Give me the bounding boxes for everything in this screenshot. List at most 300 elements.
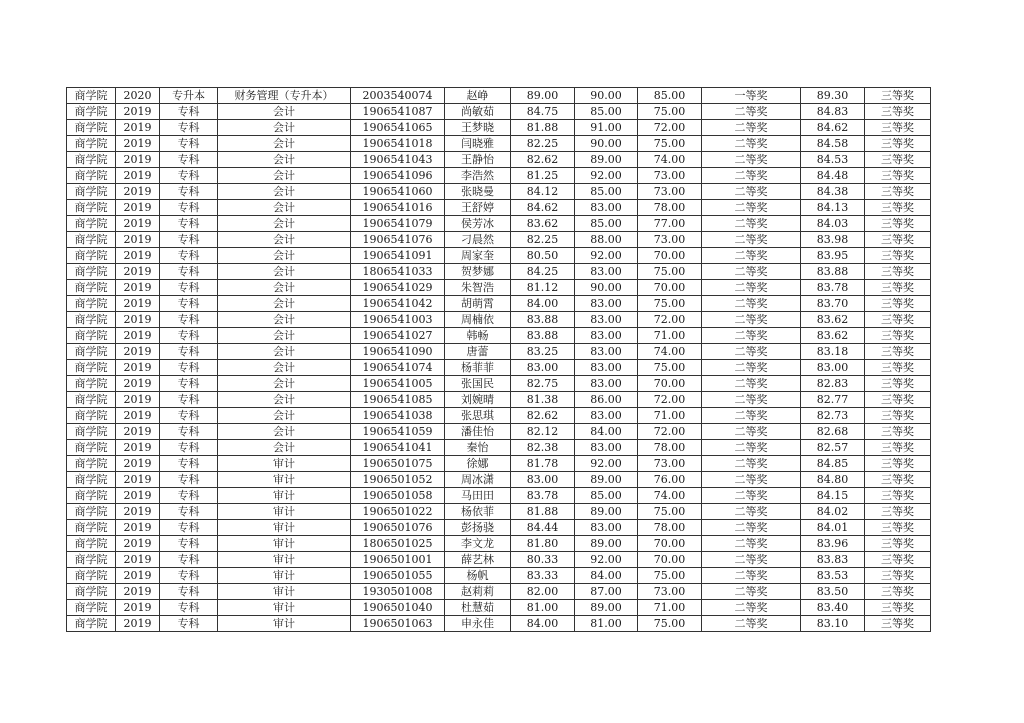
- major-cell: 会计: [218, 440, 351, 456]
- award-1-cell: 二等奖: [702, 136, 801, 152]
- college-cell: 商学院: [67, 616, 116, 632]
- score-2-cell: 89.00: [575, 152, 638, 168]
- award-2-cell: 三等奖: [865, 504, 931, 520]
- score-3-cell: 71.00: [638, 328, 702, 344]
- name-cell: 胡萌霄: [445, 296, 511, 312]
- score-3-cell: 71.00: [638, 408, 702, 424]
- college-cell: 商学院: [67, 376, 116, 392]
- level-cell: 专科: [160, 376, 218, 392]
- award-2-cell: 三等奖: [865, 552, 931, 568]
- level-cell: 专科: [160, 312, 218, 328]
- score-1-cell: 83.25: [511, 344, 575, 360]
- college-cell: 商学院: [67, 456, 116, 472]
- award-1-cell: 二等奖: [702, 568, 801, 584]
- total-score-cell: 84.15: [801, 488, 865, 504]
- score-1-cell: 82.25: [511, 232, 575, 248]
- score-3-cell: 75.00: [638, 616, 702, 632]
- table-row: [67, 472, 931, 488]
- table-row: [67, 584, 931, 600]
- student-id-cell: 1906541091: [351, 248, 445, 264]
- table-row: [67, 120, 931, 136]
- level-cell: 专科: [160, 488, 218, 504]
- level-cell: 专科: [160, 616, 218, 632]
- college-cell: 商学院: [67, 488, 116, 504]
- college-cell: 商学院: [67, 184, 116, 200]
- total-score-cell: 84.01: [801, 520, 865, 536]
- year-cell: 2019: [116, 472, 160, 488]
- level-cell: 专科: [160, 296, 218, 312]
- college-cell: 商学院: [67, 88, 116, 104]
- score-2-cell: 92.00: [575, 456, 638, 472]
- year-cell: 2019: [116, 344, 160, 360]
- award-2-cell: 三等奖: [865, 296, 931, 312]
- score-1-cell: 83.00: [511, 472, 575, 488]
- level-cell: 专升本: [160, 88, 218, 104]
- level-cell: 专科: [160, 200, 218, 216]
- major-cell: 会计: [218, 200, 351, 216]
- award-1-cell: 二等奖: [702, 376, 801, 392]
- table-row: [67, 104, 931, 120]
- name-cell: 王静怡: [445, 152, 511, 168]
- total-score-cell: 82.77: [801, 392, 865, 408]
- award-1-cell: 二等奖: [702, 104, 801, 120]
- student-id-cell: 2003540074: [351, 88, 445, 104]
- total-score-cell: 83.95: [801, 248, 865, 264]
- college-cell: 商学院: [67, 168, 116, 184]
- award-1-cell: 二等奖: [702, 440, 801, 456]
- score-3-cell: 75.00: [638, 504, 702, 520]
- year-cell: 2019: [116, 616, 160, 632]
- college-cell: 商学院: [67, 408, 116, 424]
- award-1-cell: 二等奖: [702, 184, 801, 200]
- award-1-cell: 二等奖: [702, 504, 801, 520]
- table-row: [67, 232, 931, 248]
- student-id-cell: 1930501008: [351, 584, 445, 600]
- level-cell: 专科: [160, 232, 218, 248]
- name-cell: 侯芳冰: [445, 216, 511, 232]
- score-3-cell: 73.00: [638, 168, 702, 184]
- table-row: [67, 600, 931, 616]
- award-2-cell: 三等奖: [865, 312, 931, 328]
- year-cell: 2019: [116, 120, 160, 136]
- award-2-cell: 三等奖: [865, 184, 931, 200]
- student-id-cell: 1906541096: [351, 168, 445, 184]
- year-cell: 2019: [116, 280, 160, 296]
- score-2-cell: 83.00: [575, 440, 638, 456]
- major-cell: 审计: [218, 568, 351, 584]
- major-cell: 审计: [218, 488, 351, 504]
- award-1-cell: 二等奖: [702, 488, 801, 504]
- student-id-cell: 1906541038: [351, 408, 445, 424]
- college-cell: 商学院: [67, 536, 116, 552]
- total-score-cell: 83.70: [801, 296, 865, 312]
- year-cell: 2019: [116, 296, 160, 312]
- student-id-cell: 1906501055: [351, 568, 445, 584]
- award-1-cell: 二等奖: [702, 520, 801, 536]
- major-cell: 会计: [218, 264, 351, 280]
- award-1-cell: 二等奖: [702, 360, 801, 376]
- major-cell: 会计: [218, 168, 351, 184]
- table-row: [67, 456, 931, 472]
- name-cell: 彭扬骁: [445, 520, 511, 536]
- score-2-cell: 90.00: [575, 280, 638, 296]
- score-3-cell: 73.00: [638, 184, 702, 200]
- major-cell: 会计: [218, 296, 351, 312]
- score-2-cell: 89.00: [575, 536, 638, 552]
- score-1-cell: 80.33: [511, 552, 575, 568]
- table-row: [67, 392, 931, 408]
- table-row: [67, 280, 931, 296]
- level-cell: 专科: [160, 104, 218, 120]
- level-cell: 专科: [160, 600, 218, 616]
- award-2-cell: 三等奖: [865, 264, 931, 280]
- score-1-cell: 81.88: [511, 120, 575, 136]
- award-1-cell: 二等奖: [702, 296, 801, 312]
- college-cell: 商学院: [67, 568, 116, 584]
- level-cell: 专科: [160, 344, 218, 360]
- name-cell: 周楠依: [445, 312, 511, 328]
- score-2-cell: 83.00: [575, 264, 638, 280]
- award-1-cell: 二等奖: [702, 456, 801, 472]
- award-1-cell: 二等奖: [702, 472, 801, 488]
- award-2-cell: 三等奖: [865, 120, 931, 136]
- award-2-cell: 三等奖: [865, 328, 931, 344]
- award-1-cell: 二等奖: [702, 312, 801, 328]
- year-cell: 2019: [116, 424, 160, 440]
- name-cell: 周冰潇: [445, 472, 511, 488]
- year-cell: 2019: [116, 104, 160, 120]
- student-id-cell: 1906541043: [351, 152, 445, 168]
- score-2-cell: 83.00: [575, 200, 638, 216]
- award-1-cell: 二等奖: [702, 600, 801, 616]
- score-1-cell: 84.62: [511, 200, 575, 216]
- level-cell: 专科: [160, 216, 218, 232]
- level-cell: 专科: [160, 360, 218, 376]
- name-cell: 刁晨然: [445, 232, 511, 248]
- score-2-cell: 90.00: [575, 88, 638, 104]
- year-cell: 2019: [116, 248, 160, 264]
- award-2-cell: 三等奖: [865, 440, 931, 456]
- score-1-cell: 84.12: [511, 184, 575, 200]
- name-cell: 杜慧茹: [445, 600, 511, 616]
- score-3-cell: 72.00: [638, 424, 702, 440]
- major-cell: 审计: [218, 456, 351, 472]
- score-1-cell: 84.44: [511, 520, 575, 536]
- award-1-cell: 二等奖: [702, 536, 801, 552]
- score-2-cell: 91.00: [575, 120, 638, 136]
- student-id-cell: 1906541016: [351, 200, 445, 216]
- college-cell: 商学院: [67, 504, 116, 520]
- level-cell: 专科: [160, 264, 218, 280]
- score-3-cell: 70.00: [638, 536, 702, 552]
- score-1-cell: 81.12: [511, 280, 575, 296]
- award-2-cell: 三等奖: [865, 616, 931, 632]
- award-2-cell: 三等奖: [865, 216, 931, 232]
- award-1-cell: 二等奖: [702, 392, 801, 408]
- college-cell: 商学院: [67, 200, 116, 216]
- year-cell: 2019: [116, 520, 160, 536]
- table-row: [67, 152, 931, 168]
- student-id-cell: 1906501076: [351, 520, 445, 536]
- total-score-cell: 83.62: [801, 312, 865, 328]
- college-cell: 商学院: [67, 600, 116, 616]
- score-3-cell: 70.00: [638, 280, 702, 296]
- name-cell: 张晓曼: [445, 184, 511, 200]
- score-3-cell: 75.00: [638, 296, 702, 312]
- name-cell: 杨依菲: [445, 504, 511, 520]
- table-row: [67, 376, 931, 392]
- total-score-cell: 84.48: [801, 168, 865, 184]
- name-cell: 闫晓雅: [445, 136, 511, 152]
- score-1-cell: 81.00: [511, 600, 575, 616]
- award-1-cell: 二等奖: [702, 328, 801, 344]
- score-1-cell: 84.25: [511, 264, 575, 280]
- college-cell: 商学院: [67, 152, 116, 168]
- award-2-cell: 三等奖: [865, 168, 931, 184]
- college-cell: 商学院: [67, 136, 116, 152]
- score-2-cell: 85.00: [575, 216, 638, 232]
- total-score-cell: 83.10: [801, 616, 865, 632]
- college-cell: 商学院: [67, 584, 116, 600]
- table-row: [67, 200, 931, 216]
- score-3-cell: 74.00: [638, 152, 702, 168]
- major-cell: 会计: [218, 408, 351, 424]
- award-1-cell: 二等奖: [702, 232, 801, 248]
- major-cell: 会计: [218, 248, 351, 264]
- award-2-cell: 三等奖: [865, 472, 931, 488]
- scholarship-table: [66, 87, 931, 632]
- college-cell: 商学院: [67, 328, 116, 344]
- score-2-cell: 88.00: [575, 232, 638, 248]
- table-row: [67, 360, 931, 376]
- score-1-cell: 83.00: [511, 360, 575, 376]
- score-2-cell: 83.00: [575, 344, 638, 360]
- college-cell: 商学院: [67, 232, 116, 248]
- student-id-cell: 1906541074: [351, 360, 445, 376]
- student-id-cell: 1806541033: [351, 264, 445, 280]
- score-2-cell: 81.00: [575, 616, 638, 632]
- year-cell: 2019: [116, 312, 160, 328]
- award-1-cell: 二等奖: [702, 408, 801, 424]
- score-2-cell: 85.00: [575, 184, 638, 200]
- total-score-cell: 84.03: [801, 216, 865, 232]
- score-2-cell: 92.00: [575, 168, 638, 184]
- student-id-cell: 1906501058: [351, 488, 445, 504]
- level-cell: 专科: [160, 472, 218, 488]
- score-1-cell: 82.25: [511, 136, 575, 152]
- table-row: [67, 312, 931, 328]
- award-2-cell: 三等奖: [865, 568, 931, 584]
- major-cell: 会计: [218, 216, 351, 232]
- table-row: [67, 328, 931, 344]
- college-cell: 商学院: [67, 104, 116, 120]
- award-1-cell: 二等奖: [702, 552, 801, 568]
- major-cell: 会计: [218, 104, 351, 120]
- table-row: [67, 248, 931, 264]
- score-1-cell: 84.00: [511, 616, 575, 632]
- college-cell: 商学院: [67, 344, 116, 360]
- award-1-cell: 二等奖: [702, 264, 801, 280]
- table-row: [67, 184, 931, 200]
- major-cell: 审计: [218, 520, 351, 536]
- table-row: [67, 168, 931, 184]
- name-cell: 李浩然: [445, 168, 511, 184]
- score-3-cell: 77.00: [638, 216, 702, 232]
- score-1-cell: 83.78: [511, 488, 575, 504]
- student-id-cell: 1806501025: [351, 536, 445, 552]
- name-cell: 薛艺林: [445, 552, 511, 568]
- level-cell: 专科: [160, 392, 218, 408]
- score-2-cell: 83.00: [575, 408, 638, 424]
- score-1-cell: 89.00: [511, 88, 575, 104]
- score-3-cell: 75.00: [638, 136, 702, 152]
- award-2-cell: 三等奖: [865, 536, 931, 552]
- score-2-cell: 83.00: [575, 376, 638, 392]
- award-2-cell: 三等奖: [865, 200, 931, 216]
- level-cell: 专科: [160, 536, 218, 552]
- name-cell: 韩畅: [445, 328, 511, 344]
- student-id-cell: 1906541085: [351, 392, 445, 408]
- score-2-cell: 90.00: [575, 136, 638, 152]
- name-cell: 张思琪: [445, 408, 511, 424]
- award-2-cell: 三等奖: [865, 520, 931, 536]
- year-cell: 2019: [116, 552, 160, 568]
- table-row: [67, 504, 931, 520]
- year-cell: 2019: [116, 200, 160, 216]
- award-1-cell: 二等奖: [702, 152, 801, 168]
- score-2-cell: 89.00: [575, 600, 638, 616]
- level-cell: 专科: [160, 584, 218, 600]
- college-cell: 商学院: [67, 280, 116, 296]
- score-2-cell: 87.00: [575, 584, 638, 600]
- score-1-cell: 81.80: [511, 536, 575, 552]
- student-id-cell: 1906541042: [351, 296, 445, 312]
- score-3-cell: 75.00: [638, 104, 702, 120]
- year-cell: 2020: [116, 88, 160, 104]
- score-1-cell: 82.62: [511, 408, 575, 424]
- student-id-cell: 1906501001: [351, 552, 445, 568]
- score-3-cell: 78.00: [638, 440, 702, 456]
- student-id-cell: 1906501063: [351, 616, 445, 632]
- award-1-cell: 二等奖: [702, 200, 801, 216]
- award-1-cell: 二等奖: [702, 120, 801, 136]
- name-cell: 王舒婷: [445, 200, 511, 216]
- major-cell: 审计: [218, 616, 351, 632]
- score-2-cell: 84.00: [575, 568, 638, 584]
- student-id-cell: 1906501052: [351, 472, 445, 488]
- score-1-cell: 81.88: [511, 504, 575, 520]
- table-row: [67, 88, 931, 104]
- major-cell: 审计: [218, 552, 351, 568]
- table-row: [67, 616, 931, 632]
- total-score-cell: 84.13: [801, 200, 865, 216]
- table-row: [67, 568, 931, 584]
- student-id-cell: 1906501022: [351, 504, 445, 520]
- award-2-cell: 三等奖: [865, 456, 931, 472]
- student-id-cell: 1906541087: [351, 104, 445, 120]
- award-1-cell: 二等奖: [702, 424, 801, 440]
- major-cell: 会计: [218, 184, 351, 200]
- total-score-cell: 84.83: [801, 104, 865, 120]
- award-2-cell: 三等奖: [865, 280, 931, 296]
- score-3-cell: 71.00: [638, 600, 702, 616]
- student-id-cell: 1906541065: [351, 120, 445, 136]
- score-1-cell: 83.88: [511, 312, 575, 328]
- name-cell: 王梦晓: [445, 120, 511, 136]
- award-2-cell: 三等奖: [865, 360, 931, 376]
- score-3-cell: 78.00: [638, 200, 702, 216]
- score-1-cell: 83.33: [511, 568, 575, 584]
- award-1-cell: 二等奖: [702, 344, 801, 360]
- level-cell: 专科: [160, 504, 218, 520]
- college-cell: 商学院: [67, 312, 116, 328]
- score-1-cell: 83.62: [511, 216, 575, 232]
- total-score-cell: 83.78: [801, 280, 865, 296]
- award-2-cell: 三等奖: [865, 152, 931, 168]
- table-row: [67, 264, 931, 280]
- level-cell: 专科: [160, 184, 218, 200]
- student-id-cell: 1906541060: [351, 184, 445, 200]
- score-3-cell: 78.00: [638, 520, 702, 536]
- award-2-cell: 三等奖: [865, 344, 931, 360]
- award-2-cell: 三等奖: [865, 232, 931, 248]
- major-cell: 审计: [218, 504, 351, 520]
- student-id-cell: 1906541059: [351, 424, 445, 440]
- major-cell: 会计: [218, 120, 351, 136]
- award-2-cell: 三等奖: [865, 88, 931, 104]
- level-cell: 专科: [160, 152, 218, 168]
- name-cell: 秦怡: [445, 440, 511, 456]
- year-cell: 2019: [116, 392, 160, 408]
- major-cell: 会计: [218, 328, 351, 344]
- total-score-cell: 84.58: [801, 136, 865, 152]
- college-cell: 商学院: [67, 392, 116, 408]
- college-cell: 商学院: [67, 472, 116, 488]
- score-2-cell: 89.00: [575, 504, 638, 520]
- name-cell: 赵莉莉: [445, 584, 511, 600]
- student-id-cell: 1906541079: [351, 216, 445, 232]
- table-row: [67, 552, 931, 568]
- score-1-cell: 82.12: [511, 424, 575, 440]
- year-cell: 2019: [116, 568, 160, 584]
- college-cell: 商学院: [67, 248, 116, 264]
- student-id-cell: 1906541018: [351, 136, 445, 152]
- level-cell: 专科: [160, 440, 218, 456]
- score-1-cell: 82.62: [511, 152, 575, 168]
- college-cell: 商学院: [67, 440, 116, 456]
- total-score-cell: 83.96: [801, 536, 865, 552]
- college-cell: 商学院: [67, 424, 116, 440]
- major-cell: 会计: [218, 360, 351, 376]
- student-id-cell: 1906541076: [351, 232, 445, 248]
- year-cell: 2019: [116, 168, 160, 184]
- table-row: [67, 136, 931, 152]
- name-cell: 马田田: [445, 488, 511, 504]
- level-cell: 专科: [160, 136, 218, 152]
- total-score-cell: 84.80: [801, 472, 865, 488]
- score-2-cell: 85.00: [575, 104, 638, 120]
- name-cell: 赵峥: [445, 88, 511, 104]
- award-2-cell: 三等奖: [865, 488, 931, 504]
- table-row: [67, 408, 931, 424]
- level-cell: 专科: [160, 168, 218, 184]
- table-row: [67, 344, 931, 360]
- name-cell: 徐娜: [445, 456, 511, 472]
- score-2-cell: 89.00: [575, 472, 638, 488]
- level-cell: 专科: [160, 120, 218, 136]
- student-id-cell: 1906501040: [351, 600, 445, 616]
- award-1-cell: 二等奖: [702, 280, 801, 296]
